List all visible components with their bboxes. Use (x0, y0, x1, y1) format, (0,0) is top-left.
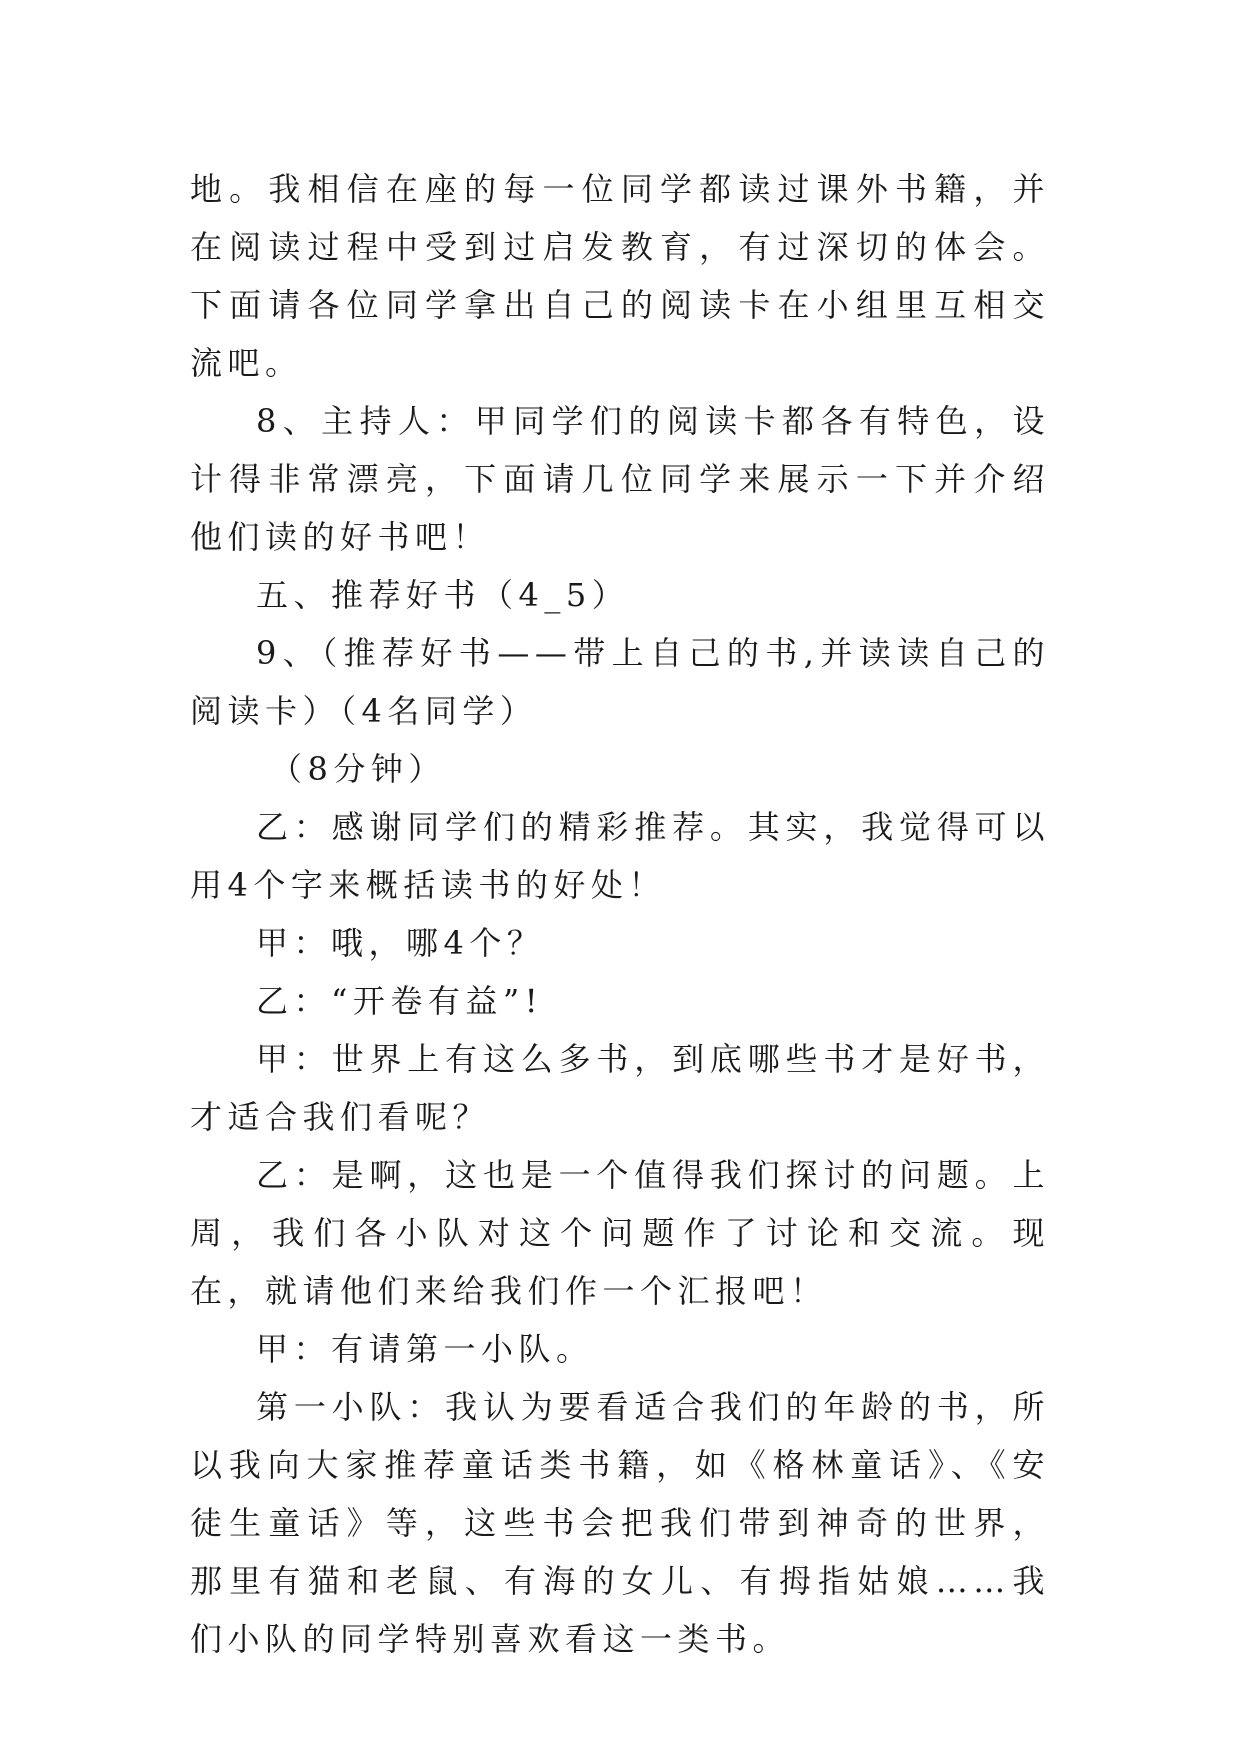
paragraph-jia-which-books: 甲：世界上有这么多书，到底哪些书才是好书，才适合我们看呢？ (190, 1040, 1050, 1136)
paragraph-duration: （8分钟） (270, 750, 446, 788)
section-heading-recommend-books: 五、推荐好书（4_5） (256, 576, 630, 614)
document-body (190, 160, 1050, 1668)
paragraph-yi-thanks: 乙：感谢同学们的精彩推荐。其实，我觉得可以用4个字来概括读书的好处！ (190, 808, 1050, 904)
paragraph-jia-invite-team: 甲：有请第一小队。 (256, 1330, 594, 1368)
paragraph-host-showcase: 8、主持人：甲同学们的阅读卡都各有特色，设计得非常漂亮，下面请几位同学来展示一下并介绍他们读的好书吧！ (190, 402, 1050, 556)
paragraph-jia-question: 甲：哦，哪4个？ (256, 924, 545, 962)
paragraph-reading-exchange: 地。我相信在座的每一位同学都读过课外书籍，并在阅读过程中受到过启发教育，有过深切的体会。下面请各位同学拿出自己的阅读卡在小组里互相交流吧。 (190, 170, 1050, 382)
paragraph-recommend-item-9: 9、（推荐好书——带上自己的书,并读读自己的阅读卡）（4名同学） (190, 634, 1050, 730)
paragraph-team-one-report: 第一小队：我认为要看适合我们的年龄的书，所以我向大家推荐童话类书籍，如《格林童话》、《安徒生童话》等，这些书会把我们带到神奇的世界，那里有猫和老鼠、有海的女儿、有拇指姑娘……我们小队的同学特别喜欢看这一类书。 (190, 1388, 1050, 1658)
paragraph-yi-discussion: 乙：是啊，这也是一个值得我们探讨的问题。上周，我们各小队对这个问题作了讨论和交流。现在，就请他们来给我们作一个汇报吧！ (190, 1156, 1050, 1310)
paragraph-yi-answer: 乙：“开卷有益”! (256, 982, 544, 1020)
